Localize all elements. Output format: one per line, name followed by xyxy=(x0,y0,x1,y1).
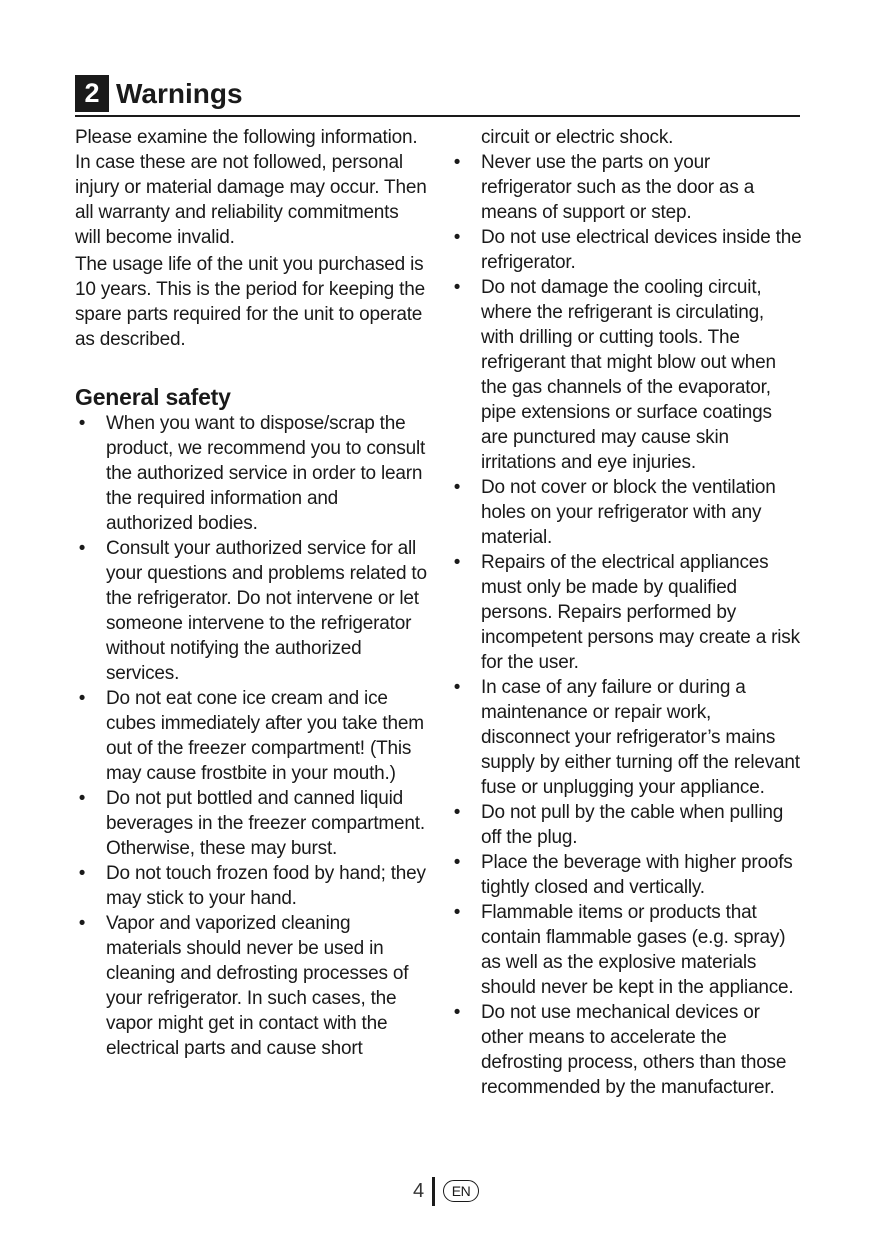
bullet-icon: • xyxy=(78,413,86,434)
list-item-text: Do not put bottled and canned liquid beverages in the freezer compartment. Otherwise, these may burst. xyxy=(106,788,425,859)
bullet-icon: • xyxy=(78,688,86,709)
list-item xyxy=(75,686,427,786)
list-item xyxy=(75,911,427,1061)
list-item-text: Do not damage the cooling circuit, where the refrigerant is circulating, with drilling or cutting tools. The refrigerant that might blow out when the gas channels of the evaporator, pipe extensions or surface coatings are punctured may cause skin irritations and eye injuries. xyxy=(481,277,776,473)
list-item xyxy=(450,475,802,550)
list-item-text: Vapor and vaporized cleaning materials should never be used in cleaning and defrosting processes of your refrigerator. In such cases, the vapor might get in contact with the electrical parts and cause short xyxy=(106,913,409,1059)
list-item xyxy=(450,275,802,475)
list-item xyxy=(75,786,427,861)
bullet-icon: • xyxy=(453,1002,461,1023)
list-item xyxy=(450,800,802,850)
list-item xyxy=(450,550,802,675)
page-number: 4 xyxy=(413,1180,425,1202)
list-item-text: Never use the parts on your refrigerator such as the door as a means of support or step. xyxy=(481,152,755,223)
safety-list-right xyxy=(450,150,802,1100)
bullet-icon: • xyxy=(78,788,86,809)
list-item-text: Do not use mechanical devices or other means to accelerate the defrosting process, others than those recommended by the manufacturer. xyxy=(481,1002,787,1098)
bullet-icon: • xyxy=(453,227,461,248)
list-item xyxy=(450,900,802,1000)
language-badge: EN xyxy=(443,1180,479,1202)
list-item xyxy=(450,225,802,275)
list-item-text: Do not cover or block the ventilation holes on your refrigerator with any material. xyxy=(481,477,776,548)
list-item-text: Flammable items or products that contain flammable gases (e.g. spray) as well as the explosive materials should never be kept in the appliance. xyxy=(481,902,794,998)
footer-divider xyxy=(432,1177,435,1206)
list-item xyxy=(450,150,802,225)
list-item-text: Do not eat cone ice cream and ice cubes immediately after you take them out of the freezer compartment! (This may cause frostbite in your mouth.) xyxy=(106,688,424,784)
list-item xyxy=(75,861,427,911)
list-item xyxy=(450,1000,802,1100)
general-safety-heading: General safety xyxy=(75,384,231,410)
bullet-icon: • xyxy=(453,477,461,498)
section-number: 2 xyxy=(75,75,109,112)
section-title: Warnings xyxy=(116,78,243,109)
list-item-text: Do not pull by the cable when pulling off the plug. xyxy=(481,802,784,848)
list-item-continuation: circuit or electric shock. xyxy=(481,127,674,148)
right-column xyxy=(450,125,802,1100)
page-footer xyxy=(0,1176,874,1206)
usage-life-paragraph: The usage life of the unit you purchased is 10 years. This is the period for keeping the spare parts required for the unit to operate as described. xyxy=(75,254,425,350)
bullet-icon: • xyxy=(453,802,461,823)
list-item-text: Repairs of the electrical appliances must only be made by qualified persons. Repairs performed by incompetent persons may create a risk for the user. xyxy=(481,552,800,673)
list-item xyxy=(75,411,427,536)
bullet-icon: • xyxy=(453,677,461,698)
bullet-icon: • xyxy=(78,863,86,884)
bullet-icon: • xyxy=(453,152,461,173)
bullet-icon: • xyxy=(453,902,461,923)
list-item-text: In case of any failure or during a maintenance or repair work, disconnect your refrigerator’s mains supply by either turning off the relevant fuse or unplugging your appliance. xyxy=(481,677,800,798)
list-item xyxy=(450,850,802,900)
bullet-icon: • xyxy=(453,852,461,873)
bullet-icon: • xyxy=(78,913,86,934)
list-item-text: Do not touch frozen food by hand; they may stick to your hand. xyxy=(106,863,426,909)
list-item-text: Do not use electrical devices inside the refrigerator. xyxy=(481,227,802,273)
list-item-text: When you want to dispose/scrap the product, we recommend you to consult the authorized service in order to learn the required information and authorized bodies. xyxy=(106,413,426,534)
list-item-text: Place the beverage with higher proofs tightly closed and vertically. xyxy=(481,852,793,898)
section-header xyxy=(75,75,800,117)
bullet-icon: • xyxy=(453,552,461,573)
list-item xyxy=(75,536,427,686)
left-column xyxy=(75,125,427,1061)
bullet-icon: • xyxy=(453,277,461,298)
intro-paragraph: Please examine the following information. In case these are not followed, personal injury or material damage may occur. Then all warranty and reliability commitments will become invalid. xyxy=(75,127,427,248)
bullet-icon: • xyxy=(78,538,86,559)
list-item xyxy=(450,675,802,800)
safety-list-left xyxy=(75,411,427,1061)
list-item-text: Consult your authorized service for all your questions and problems related to the refrigerator. Do not intervene or let someone intervene to the refrigerator without notifying the authorized services. xyxy=(106,538,427,684)
